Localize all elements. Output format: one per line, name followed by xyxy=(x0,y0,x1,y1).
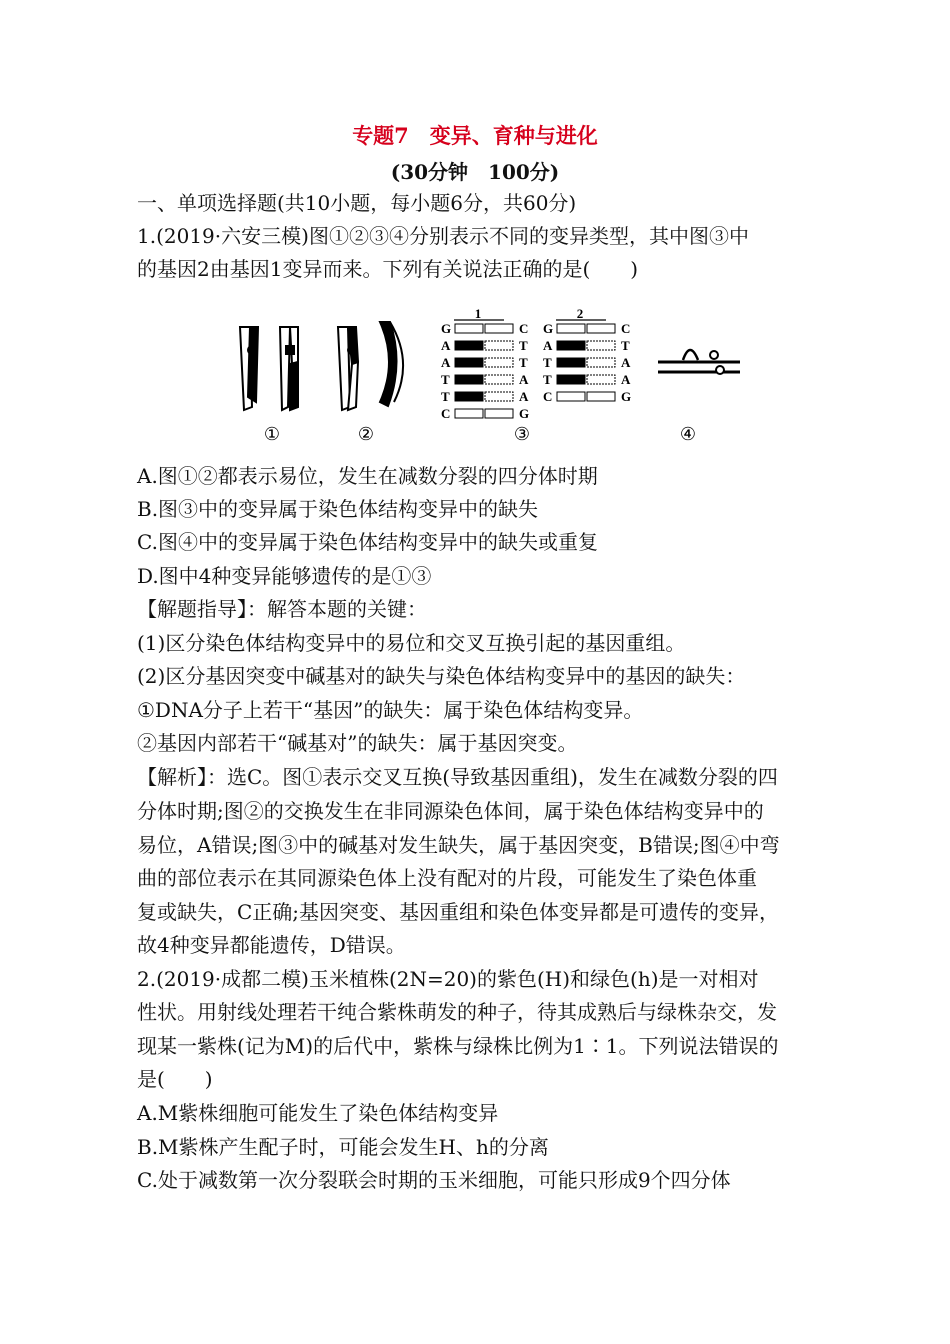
gene-2-base-block xyxy=(557,392,585,401)
question-1-stem: 1.(2019·六安三模)图①②③④分别表示不同的变异类型，其中图③中 xyxy=(137,224,749,248)
gene-1-base-block xyxy=(485,375,513,384)
gene-1-base-block xyxy=(485,409,513,418)
figure-label-1: ① xyxy=(263,424,281,445)
gene-1-right-base: G xyxy=(519,406,530,421)
gene-1-left-base: T xyxy=(441,389,450,404)
gene-2-left-base: T xyxy=(543,372,552,387)
question-2-stem-cont-1: 性状。用射线处理若干纯合紫株萌发的种子，待其成熟后与绿株杂交，发 xyxy=(137,1000,777,1024)
question-1-stem-cont: 的基因2由基因1变异而来。下列有关说法正确的是( ) xyxy=(137,257,639,281)
gene-2-base-block xyxy=(557,375,585,384)
figure-label-2: ② xyxy=(357,424,375,445)
question-2-stem-cont-2: 现某一紫株(记为M)的后代中，紫株与绿株比例为1∶1。下列说法错误的 xyxy=(137,1034,779,1058)
option-2c: C.处于减数第一次分裂联会时期的玉米细胞，可能只形成9个四分体 xyxy=(137,1168,731,1192)
option-2a: A.M紫株细胞可能发生了染色体结构变异 xyxy=(137,1101,499,1125)
question-2-stem: 2.(2019·成都二模)玉米植株(2N=20)的紫色(H)和绿色(h)是一对相对 xyxy=(137,967,759,991)
gene-2-base-block xyxy=(557,341,585,350)
gene-2-left-base: T xyxy=(543,355,552,370)
gene-2-base-block xyxy=(557,324,585,333)
hint-heading: 【解题指导】：解答本题的关键： xyxy=(137,597,427,621)
option-1d: D.图中4种变异能够遗传的是①③ xyxy=(137,564,432,588)
gene-1-base-block xyxy=(455,341,483,350)
gene-2-base-block xyxy=(557,358,585,367)
gene-2-right-base: G xyxy=(621,389,632,404)
gene-1-base-block xyxy=(485,324,513,333)
question-1-figure xyxy=(228,302,748,452)
option-1a: A.图①②都表示易位，发生在减数分裂的四分体时期 xyxy=(137,464,598,488)
gene-2-base-block xyxy=(587,375,615,384)
gene-1-left-base: T xyxy=(441,372,450,387)
gene-1-label: 1 xyxy=(474,306,482,321)
hint-line-1: (1)区分染色体结构变异中的易位和交叉互换引起的基因重组。 xyxy=(137,631,686,655)
analysis-line-2: 分体时期;图②的交换发生在非同源染色体间，属于染色体结构变异中的 xyxy=(137,799,764,823)
gene-1-base-block xyxy=(485,358,513,367)
page-title: 专题7 变异、育种与进化 xyxy=(352,123,598,148)
figure-3-gene-1 xyxy=(441,306,529,421)
gene-1-left-base: A xyxy=(441,355,451,370)
analysis-line-5: 复或缺失，C正确;基因突变、基因重组和染色体变异都是可遗传的变异， xyxy=(137,900,780,924)
gene-1-right-base: T xyxy=(519,355,528,370)
gene-2-right-base: A xyxy=(621,372,631,387)
gene-2-base-block xyxy=(587,324,615,333)
gene-2-base-block xyxy=(587,358,615,367)
hint-line-2: (2)区分基因突变中碱基对的缺失与染色体结构变异中的基因的缺失： xyxy=(137,664,746,688)
gene-2-right-base: T xyxy=(621,338,630,353)
section-heading: 一、单项选择题(共10小题，每小题6分，共60分) xyxy=(137,191,577,215)
gene-1-base-block xyxy=(455,358,483,367)
hint-line-3: ①DNA分子上若干“基因”的缺失：属于染色体结构变异。 xyxy=(137,698,644,722)
figure-1-chromosomes xyxy=(240,327,298,410)
question-2-stem-cont-3: 是( ) xyxy=(137,1067,213,1091)
figure-3-gene-2 xyxy=(543,306,631,404)
gene-1-left-base: G xyxy=(441,321,452,336)
gene-1-base-block xyxy=(455,324,483,333)
gene-1-base-block xyxy=(485,341,513,350)
analysis-line-1: 【解析】：选C。图①表示交叉互换(导致基因重组)，发生在减数分裂的四 xyxy=(137,765,778,789)
figure-label-4: ④ xyxy=(679,424,697,445)
page-subtitle: (30分钟 100分) xyxy=(390,160,560,184)
analysis-line-3: 易位，A错误;图③中的碱基对发生缺失，属于基因突变，B错误;图④中弯 xyxy=(137,833,780,857)
gene-1-base-block xyxy=(455,392,483,401)
option-1b: B.图③中的变异属于染色体结构变异中的缺失 xyxy=(137,497,539,521)
gene-1-base-block xyxy=(455,409,483,418)
figure-4-chromosomes xyxy=(658,350,740,374)
gene-1-right-base: A xyxy=(519,372,529,387)
gene-2-base-block xyxy=(587,392,615,401)
gene-2-left-base: A xyxy=(543,338,553,353)
gene-2-label: 2 xyxy=(576,306,584,321)
gene-2-left-base: C xyxy=(543,389,553,404)
analysis-line-4: 曲的部位表示在其同源染色体上没有配对的片段，可能发生了染色体重 xyxy=(137,866,757,890)
figure-2-chromosomes xyxy=(338,322,403,410)
gene-2-left-base: G xyxy=(543,321,554,336)
gene-1-right-base: A xyxy=(519,389,529,404)
hint-line-4: ②基因内部若干“碱基对”的缺失：属于基因突变。 xyxy=(137,731,578,755)
option-2b: B.M紫株产生配子时，可能会发生H、h的分离 xyxy=(137,1135,549,1159)
gene-1-base-block xyxy=(485,392,513,401)
gene-2-right-base: A xyxy=(621,355,631,370)
analysis-line-6: 故4种变异都能遗传，D错误。 xyxy=(137,933,406,957)
gene-2-right-base: C xyxy=(621,321,631,336)
option-1c: C.图④中的变异属于染色体结构变异中的缺失或重复 xyxy=(137,530,598,554)
figure-label-3: ③ xyxy=(513,424,531,445)
gene-1-left-base: C xyxy=(441,406,451,421)
gene-1-left-base: A xyxy=(441,338,451,353)
gene-1-right-base: C xyxy=(519,321,529,336)
gene-1-base-block xyxy=(455,375,483,384)
variation-diagram xyxy=(228,302,748,452)
gene-1-right-base: T xyxy=(519,338,528,353)
gene-2-base-block xyxy=(587,341,615,350)
